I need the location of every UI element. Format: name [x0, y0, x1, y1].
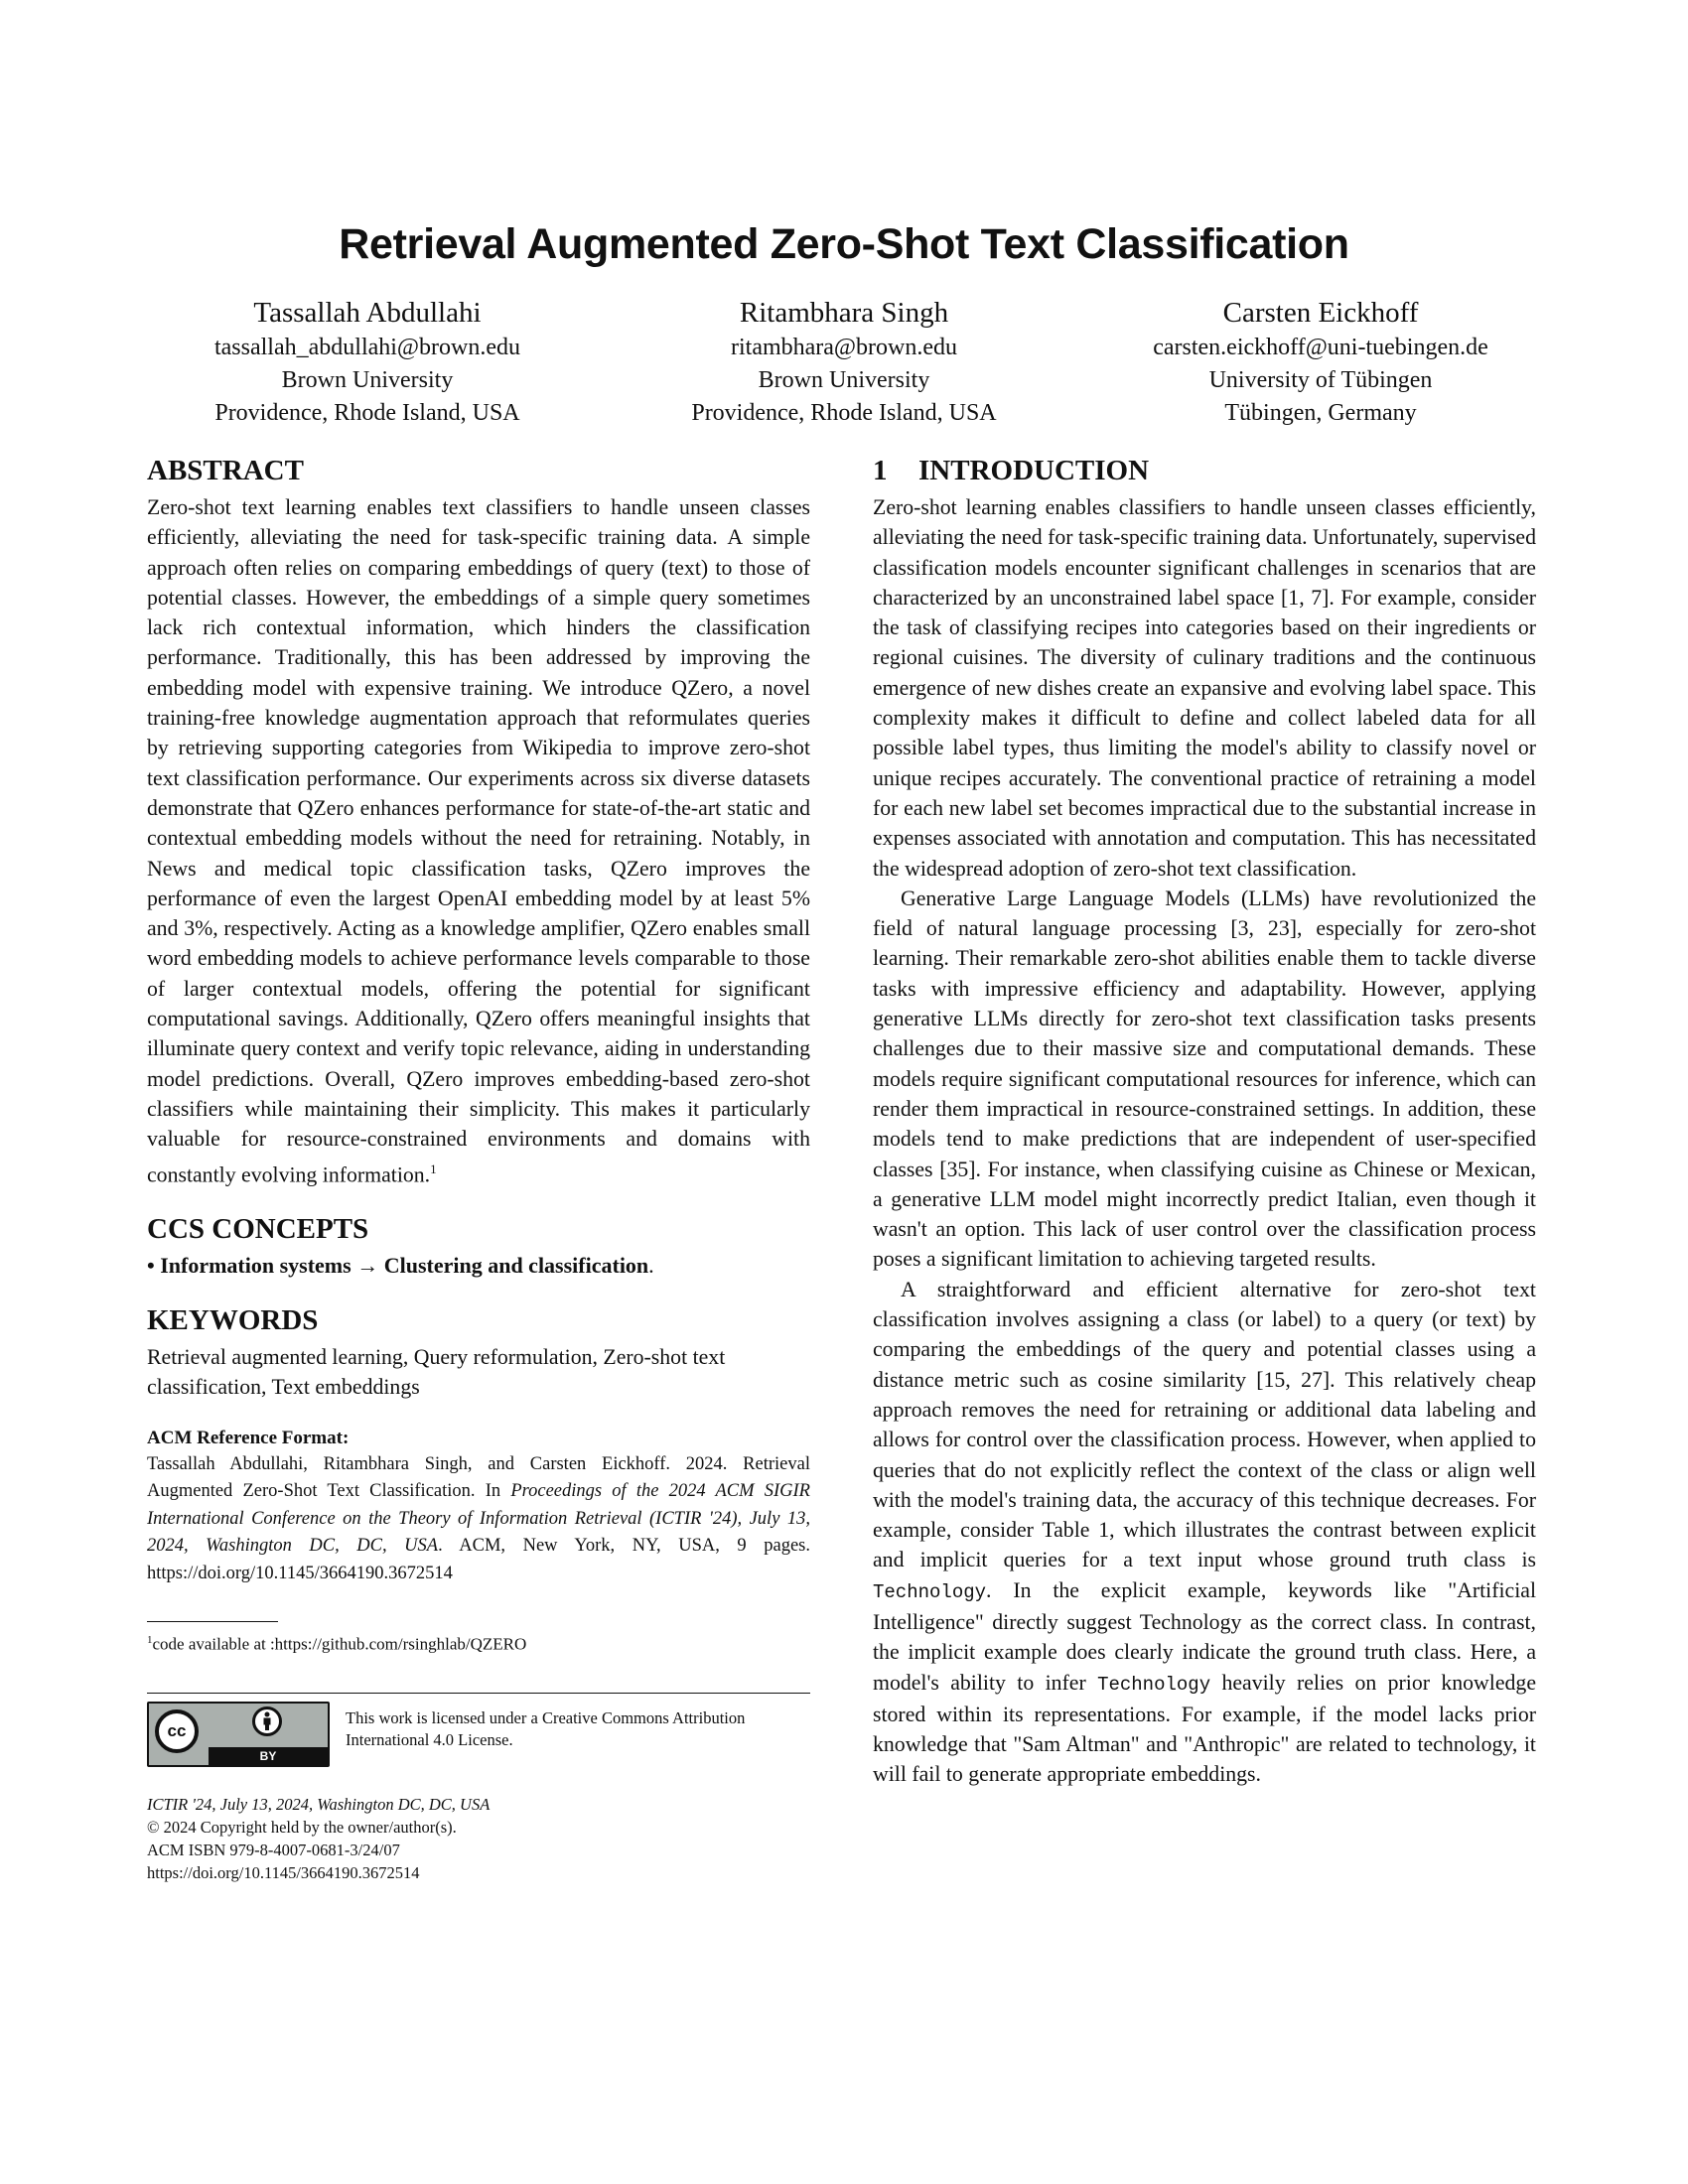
license-block	[147, 1702, 810, 1767]
left-column	[147, 453, 810, 1884]
author-email[interactable]: tassallah_abdullahi@brown.edu	[213, 335, 521, 360]
by-label: BY	[209, 1747, 328, 1765]
abstract-body: Zero-shot text learning enables text classifiers to handle unseen classes efficiently, alleviating the need for task-specific training data. A simple approach often relies on comparing embeddings of query (text) to those of potential classes. However, the embeddings of a simple query sometimes lack rich contextual information, which hinders the classification performance. Traditionally, this has been addressed by improving the embedding model with expensive training. We introduce QZero, a novel training-free knowledge augmentation approach that reformulates queries by retrieving supporting categories from Wikipedia to improve zero-shot text classification performance. Our experiments across six diverse datasets demonstrate that QZero enhances performance for state-of-the-art static and contextual embedding models without the need for retraining. Notably, in News and medical topic classification tasks, QZero improves the performance of even the largest OpenAI embedding model by at least 5% and 3%, respectively. Acting as a knowledge amplifier, QZero enables small word embedding models to achieve performance levels comparable to those of larger contextual models, offering the potential for significant computational savings. Additionally, QZero offers meaningful insights that illuminate query context and verify topic relevance, aiding in understanding model predictions. Overall, QZero improves embedding-based zero-shot classifiers while maintaining their simplicity. This makes it particularly valuable for resource-constrained environments and domains with constantly evolving information.	[147, 495, 810, 1186]
intro-paragraph-3	[873, 1275, 1536, 1790]
author-affiliation: Brown University	[758, 367, 930, 393]
keywords-section	[147, 1302, 810, 1403]
footnote	[147, 1628, 810, 1657]
cc-by-badge[interactable]	[147, 1702, 330, 1767]
p3-text-a: A straightforward and efficient alternative for zero-shot text classification involves assigning a class (or label) to a query (or text) by comparing the embeddings of the query and potential classes using a distance metric such as cosine similarity [15, 27]. This relatively cheap approach removes the need for retraining or additional data labeling and allows for control over the classification process. However, when applied to queries that do not explicitly reflect the context of the class or align well with the model's training data, the accuracy of this technique decreases. For example, consider Table 1, which illustrates the contrast between explicit and implicit queries for a text input whose ground truth class is	[873, 1277, 1536, 1572]
author-location: Providence, Rhode Island, USA	[691, 400, 997, 426]
author-1	[149, 294, 586, 430]
author-location: Providence, Rhode Island, USA	[214, 400, 520, 426]
ccs-concept-name: Information systems	[160, 1253, 352, 1279]
cc-icon: cc	[155, 1709, 199, 1753]
ccs-period: .	[648, 1253, 654, 1279]
p3-text-b: . In the explicit example, keywords like "Artificial Intelligence" directly suggest Technology as the correct class. In contrast, the implicit example does clearly indicate the ground truth class. Here, a model's ability to infer	[873, 1577, 1536, 1695]
author-3	[1102, 294, 1539, 430]
intro-paragraph-1: Zero-shot learning enables classifiers to handle unseen classes efficiently, alleviating the need for task-specific training data. Unfortunately, supervised classification models encounter significant challenges in scenarios that are characterized by an unconstrained label space [1, 7]. For example, consider the task of classifying recipes into categories based on their ingredients or regional cuisines. The diversity of culinary traditions and the continuous emergence of new dishes create an expansive and evolving label space. This complexity makes it difficult to define and collect labeled data for all possible label types, thus limiting the model's ability to classify novel or unique recipes accurately. The conventional practice of retraining a model for each new label set becomes impractical due to the substantial increase in expenses associated with annotation and computation. This has necessitated the widespread adoption of zero-shot text classification.	[873, 495, 1536, 881]
ccs-subconcept: Clustering and classification	[383, 1253, 649, 1279]
section-number: 1	[873, 455, 888, 486]
acm-ref-suffix[interactable]: . ACM, New York, NY, USA, 9 pages. https://doi.org/10.1145/3664190.3672514	[147, 1536, 810, 1583]
author-name: Ritambhara Singh	[739, 297, 949, 329]
author-email[interactable]: carsten.eickhoff@uni-tuebingen.de	[1153, 335, 1488, 360]
footnote-mark[interactable]: 1	[430, 1160, 437, 1176]
ccs-concept	[147, 1251, 810, 1281]
footnote-number: 1	[147, 1634, 153, 1647]
acm-ref-venue: Proceedings of the 2024 ACM SIGIR International Conference on the Theory of Information Retrieval (ICTIR '24), July 13, 2024, Washington DC, DC, USA	[147, 1481, 810, 1557]
bullet: •	[147, 1253, 155, 1279]
author-block	[149, 294, 1539, 430]
abstract-text	[147, 492, 810, 1189]
arrow-icon: →	[356, 1253, 379, 1279]
class-name-code: Technology	[873, 1580, 987, 1603]
pub-copyright: © 2024 Copyright held by the owner/author(s).	[147, 1817, 457, 1837]
acm-reference-text	[147, 1451, 810, 1588]
acm-reference-heading: ACM Reference Format:	[147, 1427, 350, 1448]
author-email[interactable]: ritambhara@brown.edu	[730, 335, 958, 360]
attribution-person-icon	[252, 1706, 282, 1736]
right-column	[873, 453, 1536, 1790]
publication-info	[147, 1793, 810, 1884]
author-affiliation: Brown University	[281, 367, 454, 393]
abstract-heading: ABSTRACT	[147, 455, 304, 486]
author-location: Tübingen, Germany	[1224, 400, 1417, 426]
keywords-text: Retrieval augmented learning, Query reformulation, Zero-shot text classification, Text embeddings	[147, 1345, 726, 1400]
intro-paragraph-2: Generative Large Language Models (LLMs) have revolutionized the field of natural language processing [3, 23], especially for zero-shot learning. Their remarkable zero-shot abilities enable them to tackle diverse tasks with impressive efficiency and adaptability. However, applying generative LLMs directly for zero-shot text classification tasks presents challenges due to their massive size and computational demands. These models require significant computational resources for inference, which can render them impractical in resource-constrained settings. In addition, these models tend to make predictions that are independent of user-specified classes [35]. For instance, when classifying cuisine as Chinese or Mexican, a generative LLM model might incorrectly predict Italian, even though it wasn't an option. This lack of user control over the classification process poses a significant limitation to achieving targeted results.	[873, 886, 1536, 1272]
ccs-section	[147, 1211, 810, 1281]
ccs-heading: CCS CONCEPTS	[147, 1213, 369, 1246]
pub-doi[interactable]: https://doi.org/10.1145/3664190.3672514	[147, 1862, 420, 1882]
author-affiliation: University of Tübingen	[1208, 367, 1433, 393]
author-2	[626, 294, 1062, 430]
footnote-text[interactable]: code available at :https://github.com/rsinghlab/QZERO	[152, 1634, 527, 1654]
author-name: Carsten Eickhoff	[1222, 297, 1419, 329]
introduction-heading	[873, 453, 1536, 488]
p3-text-c: heavily relies on prior knowledge stored within its representations. For example, if the model lacks prior knowledge that "Sam Altman" and "Anthropic" are related to technology, it will fail to generate appropriate embeddings.	[873, 1670, 1536, 1787]
footnote-divider	[147, 1621, 278, 1622]
paper-title: Retrieval Augmented Zero-Shot Text Classification	[339, 220, 1349, 268]
class-name-code: Technology	[1097, 1673, 1211, 1696]
author-name: Tassallah Abdullahi	[253, 297, 482, 329]
acm-ref-prefix: Tassallah Abdullahi, Ritambhara Singh, and Carsten Eickhoff. 2024. Retrieval Augmented Zero-Shot Text Classification. In	[147, 1453, 810, 1502]
keywords-heading: KEYWORDS	[147, 1304, 319, 1337]
pub-isbn: ACM ISBN 979-8-4007-0681-3/24/07	[147, 1840, 400, 1859]
pub-venue: ICTIR '24, July 13, 2024, Washington DC, DC, USA	[147, 1794, 491, 1814]
license-text: This work is licensed under a Creative Commons Attribution International 4.0 License.	[346, 1707, 746, 1749]
license-divider	[147, 1693, 810, 1694]
section-title: INTRODUCTION	[918, 455, 1150, 486]
